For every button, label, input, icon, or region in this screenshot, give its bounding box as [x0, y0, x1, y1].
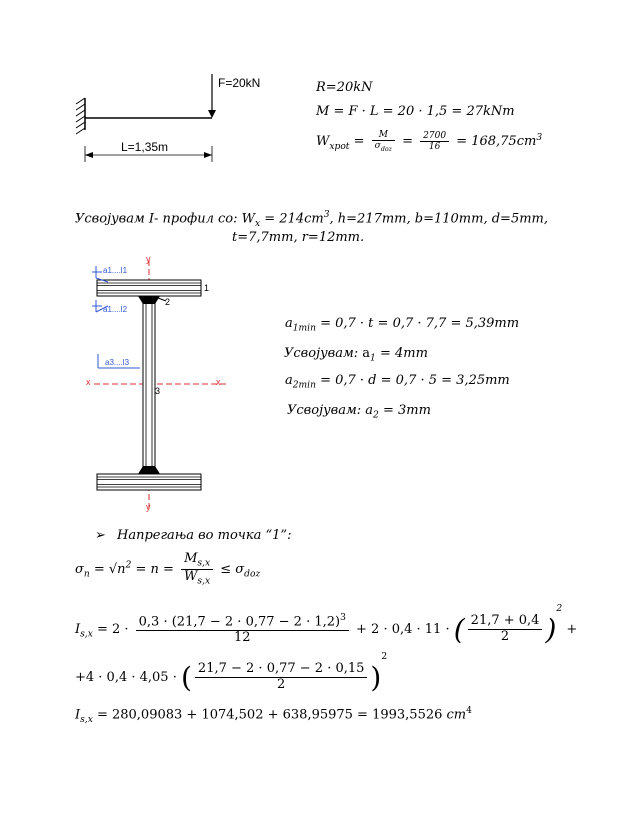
adopt-a2-line — [287, 403, 431, 421]
axis-y-top: y — [146, 254, 151, 264]
weld-label-2: a1....l2 — [103, 305, 128, 314]
inertia-result-lhs: I — [75, 707, 81, 723]
axis-y-bottom: y — [146, 502, 151, 512]
eq-sign-2: = — [402, 134, 413, 150]
inertia-lhs: I — [75, 622, 81, 637]
inertia-frac3-sup: 2 — [381, 652, 388, 662]
inertia-frac2-num: 21,7 + 0,4 — [468, 614, 543, 630]
sigma-rhs: ≤ σ — [220, 562, 245, 578]
sigma-sqrt: = √n — [89, 562, 126, 578]
a1-symbol: a — [285, 316, 293, 331]
inertia-result-rhs: = 280,09083 + 1074,502 + 638,95975 = 1993,5526 — [92, 707, 447, 723]
i-section-diagram — [88, 254, 236, 514]
sigma-sub: doz — [380, 146, 392, 154]
inertia-part1-pre: = 2 · — [92, 622, 133, 637]
adopt-text-b: = 214cm — [260, 211, 324, 227]
frac-num: M — [372, 130, 395, 141]
frac-den — [372, 141, 395, 153]
m-over-w-den — [181, 570, 213, 587]
adopt-profile-line2: t=7,7mm, r=12mm. — [232, 230, 365, 245]
inertia-frac1-num-text: 0,3 · (21,7 − 2 · 0,77 − 2 · 1,2) — [138, 614, 341, 630]
inertia-frac1-sup: 3 — [340, 612, 346, 623]
section-modulus-line — [316, 130, 542, 153]
inertia-line2 — [75, 652, 387, 694]
inertia-part2-pre: + 2 · 0,4 · 11 · — [351, 622, 454, 637]
paren-open-icon: ( — [453, 613, 465, 646]
adopt-profile-line1 — [75, 210, 548, 229]
w-den-symbol: W — [184, 569, 198, 585]
axis-x-right: x — [216, 377, 221, 387]
a2min-line — [285, 373, 510, 391]
frac-num-2: 2700 — [420, 131, 449, 142]
inertia-line1 — [75, 604, 577, 646]
inertia-frac3-num: 21,7 − 2 · 0,77 − 2 · 0,15 — [195, 662, 368, 678]
adopt-a2-rhs: = 3mm — [378, 403, 431, 418]
adopt-a1-label: Усвојувам: — [284, 346, 359, 361]
a2-sub: 2min — [292, 380, 316, 391]
adopt-a2-label: Усвојувам: — [287, 403, 362, 418]
a2-rhs: = 0,7 · d = 0,7 · 5 = 3,25mm — [315, 373, 510, 388]
inertia-frac3-den: 2 — [277, 677, 286, 692]
inertia-frac2-sup: 2 — [556, 604, 563, 614]
m-over-w-num — [181, 552, 213, 570]
adopt-a1-val: a — [358, 346, 371, 361]
adopt-a2-val: a — [361, 403, 374, 418]
a1-sub: 1min — [292, 323, 316, 334]
inertia-result-sub: s,x — [80, 714, 93, 725]
inertia-part2-post: + — [562, 622, 578, 637]
force-label: F=20kN — [218, 76, 261, 90]
point-2-label: 2 — [165, 297, 171, 307]
adopt-a2-sub: 2 — [373, 410, 379, 421]
a1min-line — [285, 316, 519, 334]
m-symbol: M — [184, 551, 198, 566]
adopt-text-a: Усвојувам I- профил со: W — [75, 211, 255, 227]
w-result: = 168,75cm — [456, 134, 537, 150]
adopt-text-c: , h=217mm, b=110mm, d=5mm, — [329, 211, 548, 227]
moment-line: M = F · L = 20 · 1,5 = 27kNm — [316, 104, 515, 119]
sigma-lhs: σ — [75, 562, 84, 578]
frac-m-over-sigma — [372, 130, 395, 153]
eq-sign: = — [353, 134, 365, 150]
frac-numeric — [420, 131, 449, 153]
inertia-result-unit: cm — [446, 707, 467, 723]
inertia-frac2 — [468, 614, 543, 645]
adopt-a1-rhs: = 4mm — [375, 346, 428, 361]
paren-open-icon-2: ( — [180, 661, 192, 694]
sigma-rhs-sub: doz — [244, 569, 261, 580]
w-sub: xpot — [329, 141, 350, 152]
weld-label-1: a1....l1 — [103, 266, 128, 275]
weld-label-3: a3....l3 — [105, 358, 130, 367]
inertia-frac1-den: 12 — [234, 630, 251, 646]
sigma-eq-b: = n = — [131, 562, 179, 578]
inertia-frac2-den: 2 — [500, 629, 510, 644]
m-sub: s,x — [197, 558, 211, 569]
adopt-sub: x — [255, 218, 261, 229]
sigma-sqrt-sup: 2 — [125, 560, 132, 571]
frac-den-2: 16 — [428, 142, 441, 153]
w-result-sup: 3 — [536, 132, 543, 143]
inertia-lhs-sub: s,x — [80, 629, 93, 640]
inertia-frac3 — [195, 662, 368, 693]
point-1-label: 1 — [204, 283, 210, 293]
stress-heading: Напрегања во точка “1”: — [117, 528, 292, 543]
sigma-symbol: σ — [374, 141, 381, 152]
adopt-a1-line — [284, 346, 428, 364]
inertia-result-unit-sup: 4 — [466, 706, 472, 716]
inertia-line2-pre: +4 · 0,4 · 4,05 · — [75, 670, 181, 685]
w-den-sub: s,x — [197, 576, 211, 587]
w-symbol: W — [316, 134, 330, 150]
adopt-sup: 3 — [323, 210, 330, 220]
m-over-w-frac — [181, 552, 213, 587]
paren-close-icon-2: ) — [370, 661, 382, 694]
adopt-a1-sub: 1 — [370, 353, 376, 364]
point-3-label: 3 — [155, 386, 161, 396]
a2-symbol: a — [285, 373, 293, 388]
inertia-frac1-num — [136, 613, 349, 631]
axis-x-left: x — [86, 377, 91, 387]
a1-rhs: = 0,7 · t = 0,7 · 7,7 = 5,39mm — [315, 316, 520, 331]
inertia-frac1 — [136, 613, 349, 646]
bullet-icon: ➢ — [95, 528, 106, 543]
length-label: L=1,35m — [118, 140, 171, 154]
sigma-equation — [75, 552, 260, 587]
inertia-result-line — [75, 706, 472, 725]
paren-close-icon: ) — [545, 613, 557, 646]
sigma-lhs-sub: n — [83, 569, 90, 580]
reaction-line: R=20kN — [316, 80, 373, 95]
